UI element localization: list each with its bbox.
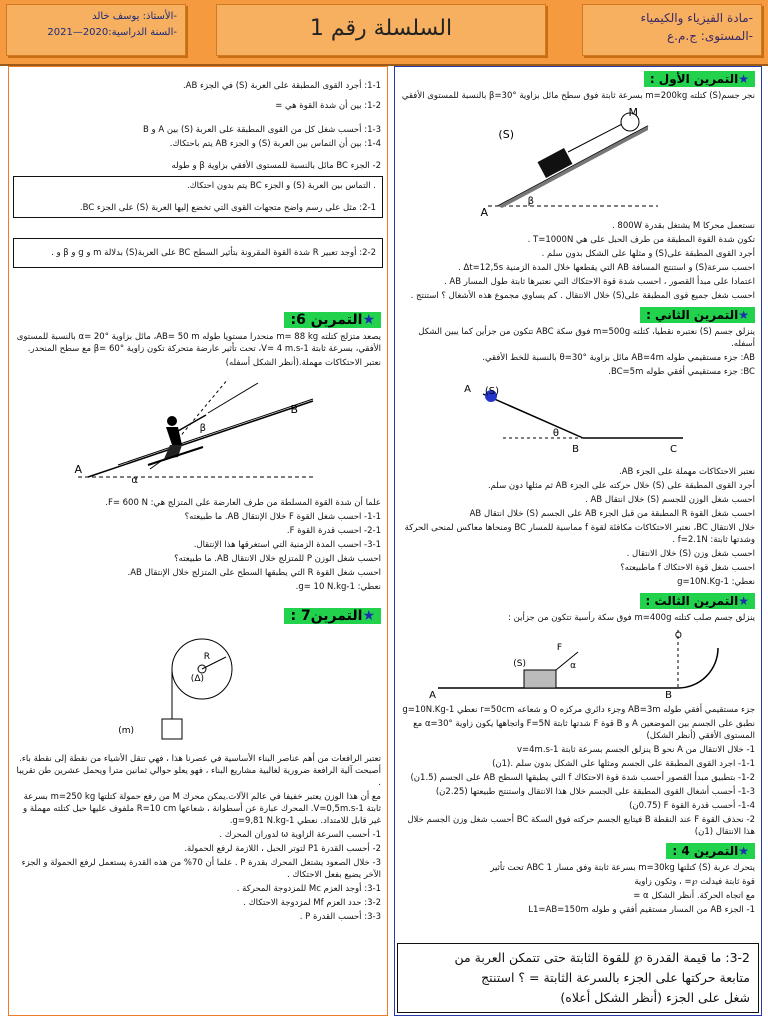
header-band	[0, 0, 768, 66]
fig-label: α	[570, 661, 576, 671]
right-column	[394, 66, 762, 1016]
ex6-question: 3-1- احسب المدة الزمنية التي استغرقها هذا الإنتقال.	[193, 540, 381, 550]
fig-label: θ	[552, 428, 559, 439]
fig-label: (S)	[513, 659, 526, 669]
ex4-line: 1- الجزء AB من المسار مستقيم أفقي و طوله L1=AB=150m	[528, 905, 755, 915]
ex4-line: مع اتجاه الحركة. أنظر الشكل α =	[633, 891, 755, 901]
fig-label: A	[480, 206, 488, 219]
level: -المستوى: ج.م.ع	[667, 29, 753, 43]
ex7-text: تعتبر الرافعات من أهم عناصر البناء الأساسية في عصرنا هذا ، فهي تنقل الأشياء من نقطة إلى نقطة باء. أصبحت آلية الرافعة ضرورية لغالبية مشاريع البناء ، فهو يعلو حوالي ثمانين مترا ويحمل عشرين طن تقريبا .	[16, 754, 381, 788]
question-box-2	[13, 238, 383, 268]
fig-label: β	[199, 423, 206, 434]
school-year: -السنة الدراسية:2020—2021	[47, 27, 177, 38]
ex6-question: 2-1- احسب قدرة القوة F.	[286, 526, 381, 536]
ex1-line: نستعمل محركا M يشتغل بقدرة 800W .	[612, 221, 755, 231]
track-circular-figure	[428, 628, 728, 700]
fig-label: B	[290, 403, 298, 416]
fig-label: A	[74, 463, 82, 476]
ex2-intro: ينزلق جسم (S) نعتبره نقطيا، كتلته m=500g فوق سكة ABC تتكون من جزأين كما يبين الشكل أسفله.	[418, 327, 755, 349]
track-abc-figure	[463, 382, 693, 462]
exercise-2-heading: ★التمرين الثاني :	[640, 307, 755, 323]
bottom-line: متابعة حركتها على الجزء بالسرعة الثابتة = ؟ استنتج	[481, 970, 750, 985]
bottom-line: 3-2: ما قيمة القدرة ℘ للقوة الثابتة حتى تتمكن العربة من	[454, 950, 750, 965]
series-title: السلسلة رقم 1	[309, 16, 453, 41]
star-icon: ★	[738, 844, 749, 858]
ex6-text: نعتبر الاحتكاكات مهملة.(أنظر الشكل أسفله)	[225, 358, 381, 368]
ex2-line: احسب شغل القوة R المطبقة من قبل الجزء AB على الجسم (S) خلال انتقال AB	[469, 509, 755, 519]
fig-label: O	[674, 631, 682, 641]
subject-name: -مادة الفيزياء والكيمياء	[640, 11, 753, 25]
ex6-text: يصعد متزلج كتلته m= 88 kg منحدرا مستويا طوله AB= 50 m، مائل بزاوية α= 20° بالنسبة للمستوى الأفقي، بسرعة ثابتة V= 4 m.s-1، تحت تأثير عارضة متحركة تكون زاوية β= 60° مع سطح المنحدر.	[16, 332, 381, 354]
ex2-intro: BC: جزء مستقيمي أفقي طوله BC=5m.	[608, 367, 755, 377]
left-line: 1-1: أجرد القوى المطبقة على العربة (S) في الجزء AB.	[182, 81, 381, 91]
ex2-line: أجرد القوى المطبقة على (S) خلال حركته على الجزء AB ثم مثلها دون سلم.	[487, 481, 755, 491]
ex1-line: أجرد القوى المطبقة على(S) و مثلها على الشكل بدون سلم .	[541, 249, 755, 259]
teacher-name: -الأستاذ: يوسف خالد	[92, 11, 177, 22]
exercise-6-heading: ★التمرين 6:	[284, 312, 381, 328]
ex6-question: احسب شغل الوزن P للمتزلج خلال الانتقال AB. ما طبيعته؟	[174, 554, 381, 564]
box-line: . التماس بين العربة (S) و الجزء BC يتم بدون احتكاك.	[186, 181, 376, 191]
question-box-1	[13, 176, 383, 218]
left-line: 2- الجزء BC مائل بالنسبة للمستوى الأفقي بزاوية β و طوله	[171, 161, 381, 171]
ex2-line: نعطي: g=10N.Kg-1	[677, 577, 755, 587]
pulley-figure	[118, 629, 278, 749]
fig-label: B	[665, 690, 672, 701]
ex3-line: 1-4- أحسب قدرة القوة F (0.75ن)	[629, 801, 755, 811]
fig-label: β	[527, 196, 534, 207]
ex7-text: 2- أحسب القدرة P1 لتوتر الحبل ، اللازمة لرفع الحمولة.	[184, 844, 381, 854]
box-line: 2-2: أوجد تعبير R شدة القوة المقرونة بتأثير السطح BC على العربة(S) بدلالة m و g و β و .	[51, 248, 376, 258]
ex4-line: يتحرك عربة (S) كتلتها m=30kg بسرعة ثابتة وفق مسار ABC 1 تحت تأثير	[490, 863, 755, 873]
ex2-line: احسب شغل قوة الاحتكاك f ماطبيعته؟	[620, 563, 755, 573]
ex2-line: احسب شغل وزن (S) خلال الانتقال .	[626, 549, 755, 559]
ex3-intro: ينزلق جسم صلب كتلته m=400g فوق سكة رأسية تتكون من جزأين :	[508, 613, 755, 623]
ex2-intro: AB: جزء مستقيمي طوله AB=4m مائل بزاوية θ=30° بالنسبة للخط الأفقي.	[482, 353, 755, 363]
star-icon: ★	[738, 72, 749, 86]
ex7-text: 1- أحسب السرعة الزاوية ω لدوران المحرك .	[219, 830, 381, 840]
ex7-text: 3-2: حدد العزم Mf لمزدوجة الاحتكاك .	[243, 898, 381, 908]
ex3-line: 1-3- أحسب أشغال القوى المطبقة على الجسم خلال هذا الانتقال واستنتج طبيعتها (2.25ن)	[435, 787, 755, 797]
bottom-question-box	[397, 943, 759, 1013]
ex2-line: نعتبر الاحتكاكات مهملة على الجزء AB.	[619, 467, 755, 477]
fig-label: F	[556, 643, 562, 653]
bottom-line: شغل على الجزء (أنظر الشكل أعلاه)	[560, 990, 750, 1005]
subject-box	[582, 4, 762, 56]
ex3-line: جزء مستقيمي أفقي طوله AB=3m وجزء دائري مركزه O و شعاعه r=50cm نعطي g=10N.Kg-1	[402, 705, 755, 715]
fig-label: R	[203, 652, 210, 662]
ex1-intro: نجر جسم(S) كتلته m=200kg بسرعة ثابتة فوق سطح مائل بزاوية β=30° بالنسبة للمستوى الأفقي	[401, 91, 755, 101]
incline-motor-figure	[478, 106, 678, 219]
left-line: 1-3: أحسب شغل كل من القوى المطبقة على العربة (S) بين A و B	[142, 125, 381, 135]
fig-label: (m)	[118, 726, 134, 736]
exercise-3-heading: ★التمرين الثالث :	[640, 593, 755, 609]
star-icon: ★	[738, 594, 749, 608]
ex6-question: علما أن شدة القوة المسلطة من طرف العارضة على المتزلج هي: F= 600 N.	[105, 498, 381, 508]
ex6-question: 1-1- احسب شغل القوة F خلال الإنتقال AB. ما طبيعته؟	[184, 512, 381, 522]
ex7-text: 3-1: أوجد العزم Mc للمزدوجة المحركة .	[236, 884, 381, 894]
fig-label: (S)	[498, 128, 514, 141]
fig-label: α	[131, 475, 138, 486]
ex3-line: 1- خلال الانتقال من A نحو B ينزلق الجسم بسرعة ثابتة v=4m.s-1	[516, 745, 755, 755]
exercise-1-heading: ★التمرين الأول :	[644, 71, 755, 87]
ex1-line: اعتمادا على مبدأ القصور ، احسب شدة قوة الاحتكاك التي نعتبرها ثابتة طول المسار AB .	[444, 277, 755, 287]
ex7-text: مع أن هذا الوزن يعتبر خفيفا في عالم الآلات.يمكن محرك M من رفع حمولة كتلتها m=250 kg بسرعة ثابتة V=0,5m.s-1. المحرك عبارة عن أسطوانة ، شعاعها R=10 cm ملفوف عليها حبل كتلته مهملة و غير قابل للامتداد. نعطي g=9,81 N.kg-1.	[23, 792, 381, 826]
fig-label: M	[628, 106, 638, 119]
ex1-line: تكون شدة القوة المطبقة من طرف الحبل على هي T=1000N .	[527, 235, 755, 245]
ex3-line: 1-1- اجرد القوى المطبقة على الجسم ومثلها على الشكل بدون سلم .(1ن)	[492, 759, 755, 769]
ex6-question: نعطي: g= 10 N.kg-1.	[295, 582, 381, 592]
exercise-4-heading: ★التمرين 4 :	[666, 843, 755, 859]
teacher-box	[6, 4, 186, 56]
ex2-line: احسب شغل الوزن للجسم (S) خلال انتقال AB .	[585, 495, 755, 505]
ex7-text: 3-3: أحسب القدرة P .	[299, 912, 381, 922]
ex2-line: خلال الانتقال BC، نعتبر الاحتكاكات مكافئة لقوة f مماسية للمسار BC ومنحاها معاكس لمنحى الحركة وشدتها ثابتة: f=2.1N .	[404, 523, 755, 545]
left-line: 1-4: بين أن التماس بين العربة (S) و الجزء AB يتم باحتكاك.	[169, 139, 381, 149]
ex3-line: 1-2- بتطبيق مبدأ القصور أحسب شدة قوة الاحتكاك f التي يطبقها السطح AB على الجسم (1.5ن)	[410, 773, 755, 783]
star-icon: ★	[362, 608, 375, 624]
ex3-line: نطبق على الجسم بين الموضعين A و B قوة F شدتها ثابتة F=5N واتجاهها يكون زاوية α=30° مع المستوى الأفقي (أنظر الشكل)	[413, 719, 755, 741]
ex3-line: 2- نحذف القوة F عند النقطة B فيتابع الجسم حركته فوق السكة BC أحسب شغل وزن الجسم خلال هذا الانتقال (1ن)	[407, 815, 755, 837]
box-line: 2-1: مثل على رسم واضح متجهات القوى التي تخضع إليها العربة (S) على الجزء BC.	[79, 203, 376, 213]
left-line: 1-2: بين أن شدة القوة هي =	[275, 101, 381, 111]
fig-label: A	[464, 384, 471, 395]
skier-figure	[74, 373, 318, 493]
ex1-line: احسب شغل جميع قوى المطبقة على(S) خلال الانتقال . كم يساوي مجموع هذه الأشغال ؟ استنتج .	[410, 291, 755, 301]
ex4-line: قوة ثابتة فيدلت ℘= ، وتكون زاوية	[634, 877, 755, 887]
fig-label: A	[429, 690, 436, 701]
ex6-question: احسب شغل القوة R التي يطبقها السطح على المتزلج خلال الإنتقال AB.	[127, 568, 381, 578]
ex1-line: احسب سرعة(S) و استنتج المسافة AB التي يقطعها خلال المدة الزمنية Δt=12,5s .	[458, 263, 755, 273]
ex7-text: 3- خلال الصعود يشتغل المحرك بقدرة P . علما أن 70% من هذه القدرة يستعمل لرفع الحمولة و الجزء الآخر يضيع بفعل الاحتكاك .	[21, 858, 381, 880]
fig-label: (Δ)	[190, 674, 204, 684]
fig-label: B	[572, 444, 579, 455]
left-column	[8, 66, 388, 1016]
star-icon: ★	[362, 312, 375, 328]
fig-label: C	[670, 444, 677, 455]
exercise-7-heading: ★التمرين7 :	[284, 608, 381, 624]
star-icon: ★	[738, 308, 749, 322]
title-box	[216, 4, 546, 56]
fig-label: (S)	[484, 386, 499, 397]
